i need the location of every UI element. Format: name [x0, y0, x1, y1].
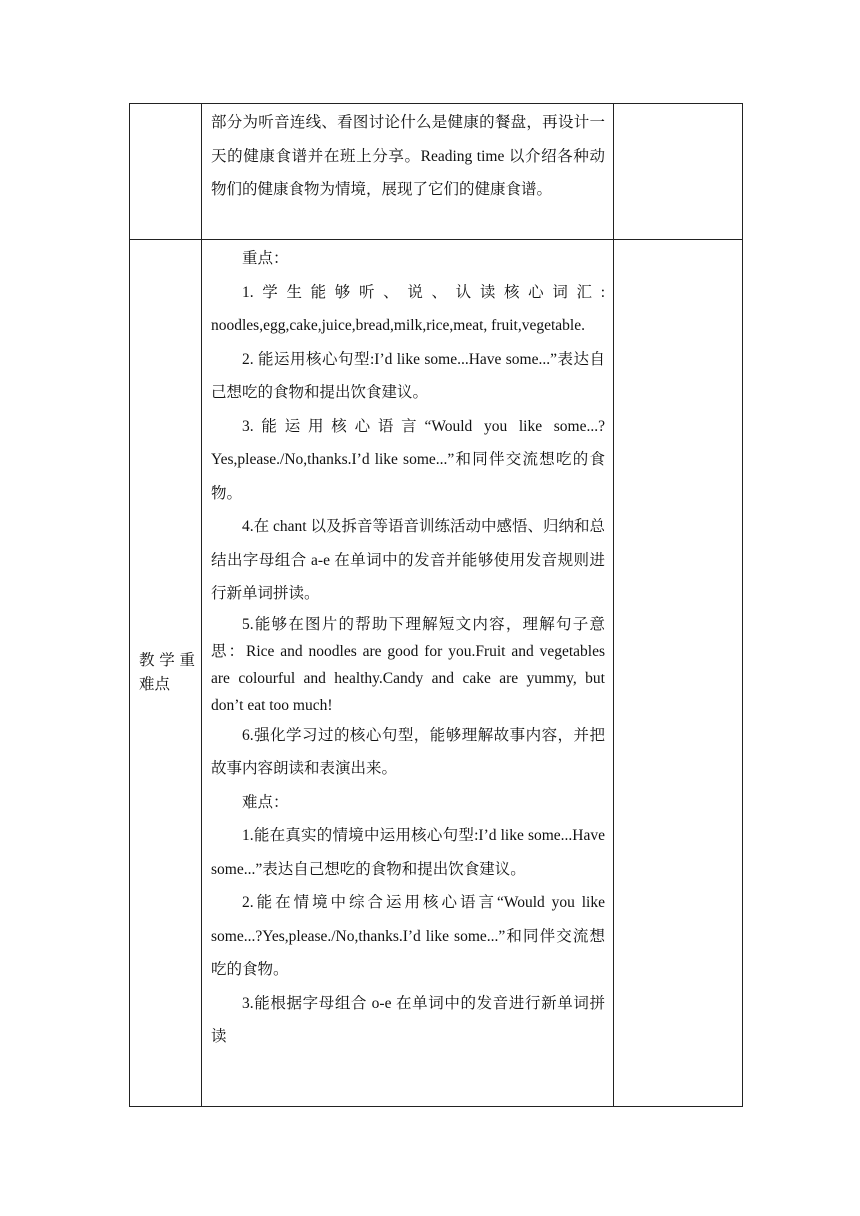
notes-text [614, 240, 742, 242]
row-label-cell [130, 104, 202, 240]
table-row [130, 104, 743, 240]
notes-text [614, 104, 742, 106]
key-point-item: 6.强化学习过的核心句型，能够理解故事内容，并把故事内容朗读和表演出来。 [211, 726, 605, 777]
key-point-item: 1.学生能够听、说、认读核心词汇: noodles,egg,cake,juice,bread,milk,rice,meat, fruit,vegetable. [211, 283, 605, 334]
content-text [202, 240, 613, 1054]
key-points-heading: 重点： [242, 250, 289, 267]
key-point-item: 5.能够在图片的帮助下理解短文内容，理解句子意思：Rice and noodles are good for you.Fruit and vegetables are colourful and healthy.Candy and cake are yummy, but don’t eat too much! [211, 615, 605, 714]
notes-cell [614, 240, 743, 1107]
difficulty-item: 3.能根据字母组合 o-e 在单词中的发音进行新单词拼读 [211, 994, 605, 1045]
paragraph: 部分为听音连线、看图讨论什么是健康的餐盘，再设计一天的健康食谱并在班上分享。Reading time 以介绍各种动物们的健康食物为情境，展现了它们的健康食谱。 [211, 114, 605, 198]
difficulty-item: 1.能在真实的情境中运用核心句型:I’d like some...Have some...”表达自己想吃的食物和提出饮食建议。 [211, 827, 605, 878]
content-text [202, 104, 613, 207]
key-point-item: 2. 能运用核心句型:I’d like some...Have some...”表达自己想吃的食物和提出饮食建议。 [211, 350, 605, 401]
lesson-plan-table [129, 103, 743, 1107]
notes-cell [614, 104, 743, 240]
row-label: 教学重难点 [139, 652, 195, 693]
content-cell [202, 104, 614, 240]
content-cell [202, 240, 614, 1107]
difficulty-item: 2.能在情境中综合运用核心语言“Would you like some...?Yes,please./No,thanks.I’d like some...”和同伴交流想吃的食物。 [211, 894, 605, 978]
row-label-cell [130, 240, 202, 1107]
key-point-item: 3.能运用核心语言“Would you like some...?Yes,please./No,thanks.I’d like some...”和同伴交流想吃的食物。 [211, 417, 605, 502]
key-point-item: 4.在 chant 以及拆音等语音训练活动中感悟、归纳和总结出字母组合 a-e 在单词中的发音并能够使用发音规则进行新单词拼读。 [211, 518, 605, 602]
difficulties-heading: 难点： [242, 793, 289, 811]
table-row [130, 240, 743, 1107]
